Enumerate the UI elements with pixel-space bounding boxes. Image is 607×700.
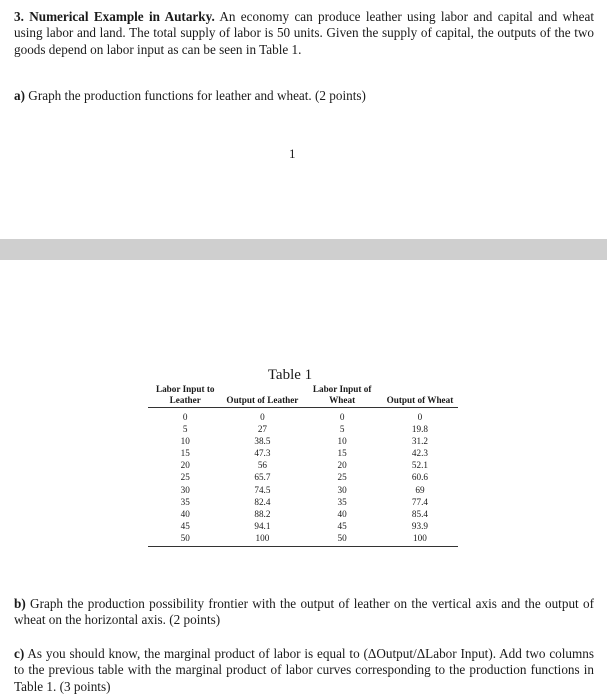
table-cell: 10 [180,436,190,447]
part-c [14,646,594,695]
table-cell: 85.4 [411,508,428,519]
table-title: Table 1 [267,367,313,383]
table-cell: 69 [415,484,425,495]
table-cell: 74.5 [254,484,271,495]
table-cell: 40 [180,508,190,519]
table-cell: 5 [339,424,345,435]
table-row [148,447,458,459]
page-separator [0,239,607,260]
header-output-wheat: Output of Wheat [382,384,458,408]
page-number: 1 [289,146,296,161]
table-cell: 42.3 [411,448,428,459]
table-cell: 15 [337,448,347,459]
table-row [148,496,458,508]
table-cell: 93.9 [411,520,428,531]
table-cell: 25 [337,472,347,483]
table-header-row [148,384,458,408]
header-labor-wheat: Labor Input of Wheat [302,384,382,408]
table-cell: 30 [180,484,190,495]
header-output-leather: Output of Leather [222,384,302,408]
table-cell: 77.4 [411,496,428,507]
header-labor-leather: Labor Input to Leather [148,384,222,408]
table-row [148,435,458,447]
table-cell: 56 [257,460,267,471]
table-cell: 0 [339,412,345,422]
table-cell: 27 [257,424,267,435]
table-cell: 47.3 [254,448,271,459]
table-cell: 31.2 [411,436,428,447]
table-cell: 40 [337,508,347,519]
table-row [148,520,458,532]
table-row [148,532,458,547]
table-1 [148,384,458,547]
table-cell: 65.7 [254,472,271,483]
table-cell: 10 [337,436,347,447]
table-cell: 35 [180,496,190,507]
table-cell: 19.8 [411,424,428,435]
table-cell: 35 [337,496,347,507]
table-cell: 82.4 [254,496,271,507]
table-row [148,508,458,520]
table-row [148,471,458,483]
part-b [14,596,594,629]
table-cell: 15 [180,448,190,459]
table-cell: 5 [182,424,188,435]
table-cell: 88.2 [254,508,271,519]
table-row [148,423,458,435]
problem-intro-text: An economy can produce leather using labor and capital and wheat using labor and land. The total supply of labor is 50 units. Given the supply of capital, the outputs of the two goods depend on labor input as can be seen in Table 1. [14,9,594,57]
table-row [148,408,458,424]
part-a-label: a) [14,88,25,103]
table-cell: 30 [337,484,347,495]
part-c-text: As you should know, the marginal product of labor is equal to (ΔOutput/ΔLabor Input). Add two columns to the previous table with the marginal product of labor curves corresponding to the production functions in Table 1. (3 points) [14,646,595,694]
table-cell: 25 [180,472,190,483]
table-cell: 38.5 [254,436,271,447]
table-row [148,459,458,471]
table-row [148,484,458,496]
table-cell: 100 [382,532,458,547]
table-cell: 20 [180,460,190,471]
problem-intro [14,9,594,58]
table-cell: 94.1 [254,520,271,531]
table-cell: 52.1 [411,460,428,471]
problem-heading: 3. Numerical Example in Autarky. [14,9,215,24]
part-a [14,88,594,104]
part-c-label: c) [14,646,25,661]
table-cell: 0 [260,412,265,422]
table-cell: 60.6 [411,472,428,483]
table-cell: 20 [337,460,347,471]
table-cell: 0 [417,412,423,422]
table-cell: 0 [182,412,188,422]
part-a-text: Graph the production functions for leather and wheat. (2 points) [28,88,366,103]
table-cell: 50 [148,532,222,547]
table-cell: 50 [302,532,382,547]
table-cell: 45 [337,520,347,531]
part-b-label: b) [14,596,26,611]
part-b-text: Graph the production possibility frontier with the output of leather on the vertical axis and the output of wheat on the horizontal axis. (2 points) [14,596,594,628]
table-cell: 45 [180,520,190,531]
table-cell: 100 [222,532,302,547]
